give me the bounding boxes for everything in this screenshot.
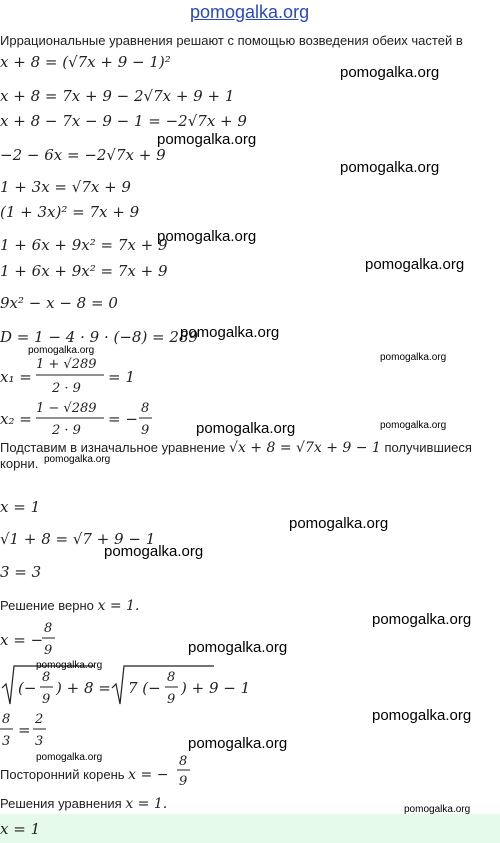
x2-numerator: 1 − √289 <box>36 401 97 416</box>
res-eq: = <box>18 721 31 739</box>
check2-eq-c: 7 (− <box>128 679 161 697</box>
check2-x-label: x = − <box>0 631 44 649</box>
check1-equation: √1 + 8 = √7 + 9 − 1 <box>0 530 156 548</box>
check2-eq-b: ) + 8 = <box>56 679 111 697</box>
watermark[interactable]: pomogalka.org <box>36 752 103 763</box>
watermark-top[interactable]: pomogalka.org <box>190 2 310 22</box>
x1-value: = 1 <box>108 368 135 386</box>
watermark[interactable]: pomogalka.org <box>404 804 471 815</box>
intro-text: Иррациональные уравнения решают с помощью возведения обеих частей в <box>0 33 463 48</box>
watermark[interactable]: pomogalka.org <box>196 420 296 437</box>
equation-line-2: x + 8 = 7x + 9 − 2√7x + 9 + 1 <box>0 87 235 105</box>
res-left-num: 8 <box>2 712 11 727</box>
answer-band <box>0 814 500 843</box>
substitute-text-c: корни. <box>0 456 39 471</box>
solution-math: x = 1. <box>125 796 168 812</box>
equation-line-6: (1 + 3x)² = 7x + 9 <box>0 203 140 221</box>
check2-eq-a: (− <box>18 679 37 697</box>
radical-left <box>2 666 94 704</box>
check1-verdict-text: Решение верно <box>0 598 94 613</box>
radical-right <box>112 666 214 704</box>
foreign-text: Посторонний корень <box>0 767 125 782</box>
watermark[interactable]: pomogalka.org <box>380 420 447 431</box>
res-right-den: 3 <box>35 734 44 749</box>
watermark[interactable]: pomogalka.org <box>380 352 447 363</box>
solution-line <box>0 796 167 812</box>
check2-eq-den1: 9 <box>42 692 51 707</box>
substitute-text-b: получившиеся <box>384 440 472 455</box>
equation-line-3: x + 8 − 7x − 9 − 1 = −2√7x + 9 <box>0 112 247 130</box>
equation-line-5: 1 + 3x = √7x + 9 <box>0 178 131 196</box>
check2-eq-num2: 8 <box>167 670 176 685</box>
watermark[interactable]: pomogalka.org <box>340 159 440 176</box>
x1-denominator: 2 · 9 <box>52 381 81 396</box>
watermark[interactable]: pomogalka.org <box>157 228 257 245</box>
watermark[interactable]: pomogalka.org <box>44 454 111 465</box>
watermark[interactable]: pomogalka.org <box>289 515 389 532</box>
x1-label: x₁ = <box>0 368 32 386</box>
check1-verdict-math: x = 1. <box>97 598 140 614</box>
x2-value: = − <box>108 410 138 428</box>
check2-eq-den2: 9 <box>167 692 176 707</box>
substitute-equation: √x + 8 = √7x + 9 − 1 <box>229 440 381 456</box>
watermark[interactable]: pomogalka.org <box>340 64 440 81</box>
check2-x-num: 8 <box>44 621 53 636</box>
watermark[interactable]: pomogalka.org <box>28 345 95 356</box>
foreign-den: 9 <box>179 774 188 789</box>
watermark[interactable]: pomogalka.org <box>372 611 472 628</box>
watermark[interactable]: pomogalka.org <box>36 660 103 671</box>
solution-text: Решения уравнения <box>0 796 122 811</box>
equation-line-4: −2 − 6x = −2√7x + 9 <box>0 146 166 164</box>
foreign-math: x = − <box>128 767 169 783</box>
x2-frac-den: 9 <box>141 423 150 438</box>
check1-verdict <box>0 598 139 614</box>
equation-line-7: 1 + 6x + 9x² = 7x + 9 <box>0 236 168 254</box>
check2-eq-d: ) + 9 − 1 <box>181 679 251 697</box>
x2-frac-num: 8 <box>141 401 150 416</box>
check2-x-den: 9 <box>44 643 53 658</box>
watermark[interactable]: pomogalka.org <box>157 131 257 148</box>
equation-line-8: 1 + 6x + 9x² = 7x + 9 <box>0 262 168 280</box>
res-right-num: 2 <box>35 712 44 727</box>
foreign-line <box>0 767 168 783</box>
watermark[interactable]: pomogalka.org <box>180 324 280 341</box>
res-left-den: 3 <box>2 734 11 749</box>
watermark[interactable]: pomogalka.org <box>104 543 204 560</box>
substitute-text-a: Подставим в изначальное уравнение <box>0 440 226 455</box>
equation-line-1: x + 8 = (√7x + 9 − 1)² <box>0 53 171 71</box>
foreign-num: 8 <box>179 754 188 769</box>
final-answer: x = 1 <box>0 820 41 838</box>
watermark[interactable]: pomogalka.org <box>365 256 465 273</box>
check2-eq-num1: 8 <box>42 670 51 685</box>
watermark[interactable]: pomogalka.org <box>188 639 288 656</box>
discriminant-line: D = 1 − 4 · 9 · (−8) = 289 <box>0 328 199 346</box>
x2-label: x₂ = <box>0 410 32 428</box>
check1-x: x = 1 <box>0 498 41 516</box>
equation-line-9: 9x² − x − 8 = 0 <box>0 294 118 312</box>
check1-result: 3 = 3 <box>0 563 42 581</box>
x2-denominator: 2 · 9 <box>52 423 81 438</box>
watermark[interactable]: pomogalka.org <box>188 735 288 752</box>
watermark[interactable]: pomogalka.org <box>372 707 472 724</box>
x1-numerator: 1 + √289 <box>36 357 97 372</box>
